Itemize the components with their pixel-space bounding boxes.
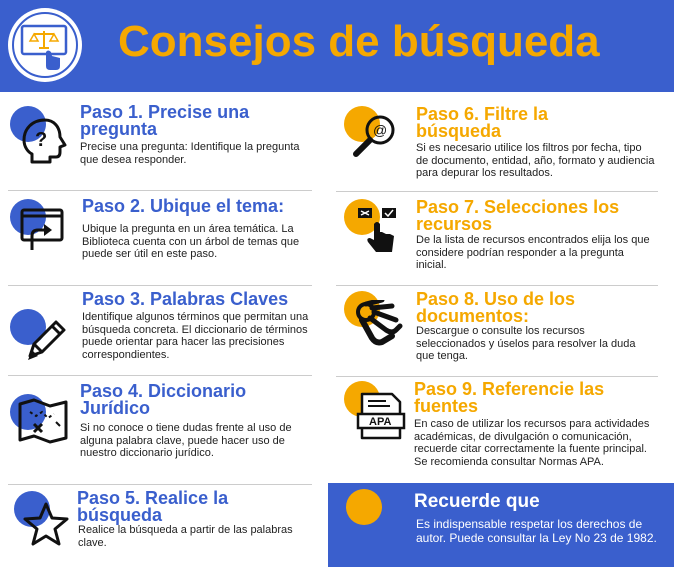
step-6-title: Paso 6. Filtre la búsqueda xyxy=(416,104,549,141)
reminder-title: Recuerde que xyxy=(414,491,540,512)
step-2-text: Ubique la pregunta en un área temática. La Biblioteca cuenta con un árbol de temas que puede ser útil en este paso. xyxy=(82,223,300,260)
logo xyxy=(8,8,82,82)
step-5-title: Paso 5. Realice la búsqueda xyxy=(77,488,229,525)
hand-select-icon xyxy=(356,206,406,256)
step-8-title: Paso 8. Uso de los documentos: xyxy=(416,289,576,326)
reminder-dot xyxy=(346,489,382,525)
separator xyxy=(336,285,658,286)
step-1-text: Precise una pregunta: Identifique la pregunta que desea responder. xyxy=(80,141,300,166)
head-question-icon xyxy=(20,116,70,166)
page-title: Consejos de búsqueda xyxy=(118,17,600,66)
separator xyxy=(8,375,312,376)
step-8-text: Descargue o consulte los recursos seleccionados y úselos para resolver la duda que tenga. xyxy=(416,325,636,362)
star-icon xyxy=(22,500,70,548)
step-4-title: Paso 4. Diccionario Jurídico xyxy=(80,381,247,418)
separator xyxy=(336,191,658,192)
reminder-text: Es indispensable respetar los derechos de autor. Puede consultar la Ley No 23 de 1982. xyxy=(416,517,657,545)
svg-text:?: ? xyxy=(35,129,48,151)
separator xyxy=(8,190,312,191)
apa-document-icon xyxy=(356,392,406,440)
search-hand-scales-icon xyxy=(20,22,72,72)
magnifier-at-icon xyxy=(350,112,398,160)
step-9-title: Paso 9. Referencie las fuentes xyxy=(414,379,605,416)
header-banner xyxy=(0,0,674,92)
reminder-box xyxy=(328,483,674,567)
separator xyxy=(8,285,312,286)
step-7-title: Paso 7. Selecciones los recursos xyxy=(416,197,620,234)
separator xyxy=(336,376,658,377)
screen-share-icon xyxy=(18,206,66,254)
step-7-text: De la lista de recursos encontrados elija los que considere podrían responder a la pregunta inicial. xyxy=(416,234,650,271)
treasure-map-icon xyxy=(16,398,70,444)
step-9-text: En caso de utilizar los recursos para actividades académicas, de divulgación o comunicación, recuerde citar correctamente la fuente principal. Se recomienda consultar Normas APA. xyxy=(414,418,650,468)
step-3-title: Paso 3. Palabras Claves xyxy=(82,289,289,309)
step-6-text: Si es necesario utilice los filtros por fecha, tipo de documento, entidad, año, formato y audiencia para depurar los resultados. xyxy=(416,142,655,179)
hand-ok-icon xyxy=(352,300,404,346)
step-4-text: Si no conoce o tiene dudas frente al uso de alguna palabra clave, puede hacer uso de nuestro diccionario jurídico. xyxy=(80,422,292,459)
step-2-title: Paso 2. Ubique el tema: xyxy=(82,196,285,216)
pencil-icon xyxy=(22,316,70,364)
step-1-title: Paso 1. Precise una pregunta xyxy=(80,102,250,139)
step-5-text: Realice la búsqueda a partir de las palabras clave. xyxy=(78,524,293,549)
separator xyxy=(8,484,312,485)
apa-label: APA xyxy=(369,416,392,428)
step-3-text: Identifique algunos términos que permitan una búsqueda concreta. El diccionario de términos puede orientar para hacer las precisiones correspondientes. xyxy=(82,311,309,361)
svg-text:@: @ xyxy=(373,122,388,138)
